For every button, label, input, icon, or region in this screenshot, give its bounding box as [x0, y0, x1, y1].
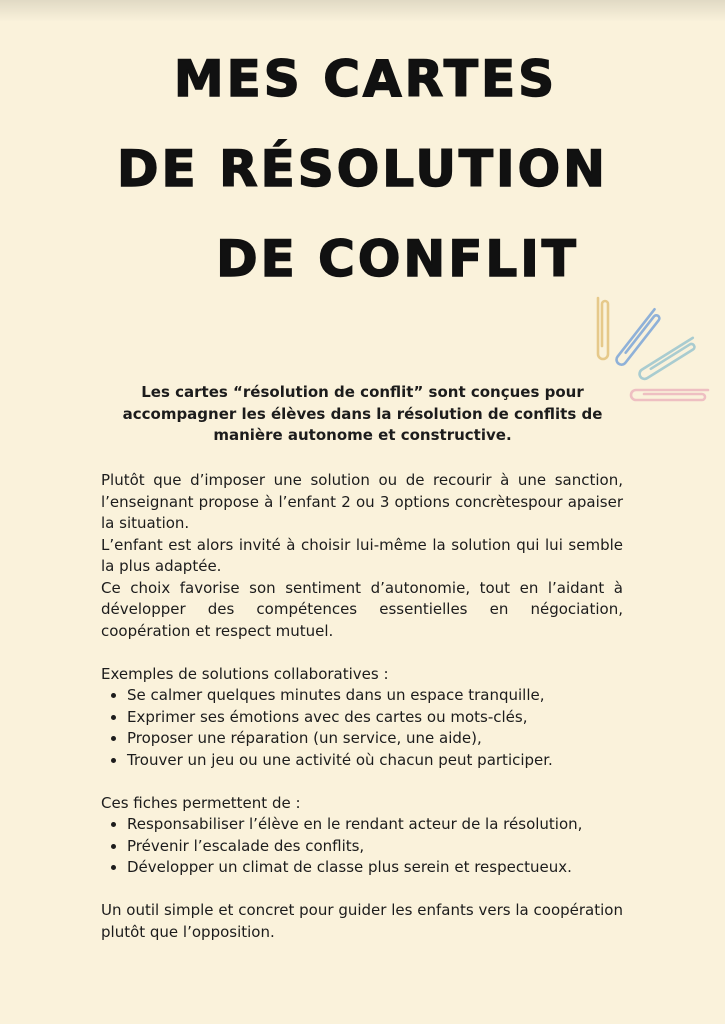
body-text	[101, 470, 623, 943]
paperclip-pink-icon	[631, 390, 708, 400]
list-item: • Se calmer quelques minutes dans un espace tranquille,	[127, 685, 623, 707]
list-item: • Responsabiliser l’élève en le rendant acteur de la résolution,	[127, 814, 623, 836]
paragraph-3: Ce choix favorise son sentiment d’autonomie, tout en l’aidant à développer des compétences essentielles en négociation, coopération et respect mutuel.	[101, 578, 623, 640]
conclusion-paragraph: Un outil simple et concret pour guider les enfants vers la coopération plutôt que l’opposition.	[101, 901, 623, 941]
benefits-heading: Ces fiches permettent de :	[101, 793, 301, 812]
paragraph-1: Plutôt que d’imposer une solution ou de recourir à une sanction, l’enseignant propose à l’enfant 2 ou 3 options concrètespour apaiser la situation.	[101, 471, 623, 532]
top-shadow	[0, 0, 725, 22]
examples-list	[101, 685, 623, 771]
list-item: • Prévenir l’escalade des conflits,	[127, 836, 623, 858]
benefits-list	[101, 814, 623, 879]
paperclip-teal-icon	[638, 338, 698, 381]
page-title	[0, 34, 725, 304]
paperclip-yellow-icon	[598, 298, 608, 359]
list-item: • Proposer une réparation (un service, une aide),	[127, 728, 623, 750]
paperclip-blue-icon	[615, 309, 663, 366]
list-item: • Développer un climat de classe plus serein et respectueux.	[127, 857, 623, 879]
title-line-3: DE CONFLIT	[216, 230, 579, 288]
title-line-2: DE RÉSOLUTION	[117, 140, 608, 198]
examples-heading: Exemples de solutions collaboratives :	[101, 664, 389, 683]
paragraph-2: L’enfant est alors invité à choisir lui-même la solution qui lui semble la plus adaptée.	[101, 535, 623, 575]
title-line-1: MES CARTES	[173, 50, 558, 108]
list-item: • Exprimer ses émotions avec des cartes ou mots-clés,	[127, 707, 623, 729]
intro-paragraph: Les cartes “résolution de conflit” sont conçues pour accompagner les élèves dans la résolution de conflits de manière autonome et constructive.	[122, 383, 603, 444]
list-item: • Trouver un jeu ou une activité où chacun peut participer.	[127, 750, 623, 772]
